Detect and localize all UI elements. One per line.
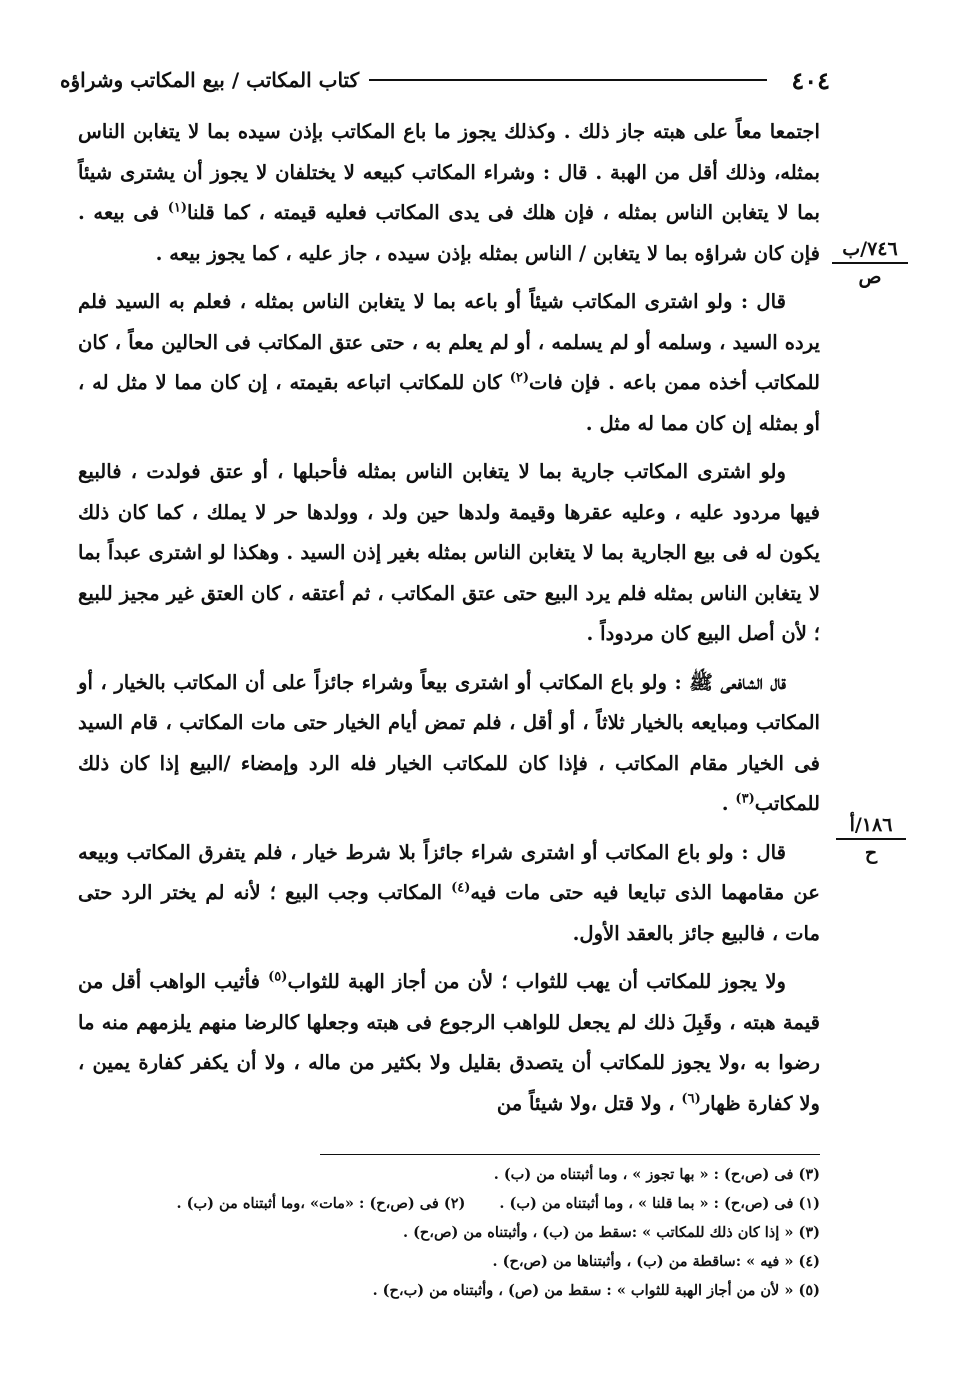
footnote-text: (٥) « لأن من أجاز الهبة للثواب » : سقط من (ص) ، وأثبتناه من (ب،ح) . (372, 1282, 820, 1299)
paragraph (78, 112, 820, 274)
footnote (78, 1160, 820, 1189)
footnote (78, 1276, 820, 1305)
text-run: ولو اشترى المكاتب جارية بما لا يتغابن الناس بمثله فأحبلها ، أو عتق فولدت ، فالبيع فيها مردود عليه ، وعليه عقرها وقيمة ولدها حين ولد ، وولدها حر لا يملك ، كما كان ذلك يكون له فى بيع الجارية بما لا يتغابن الناس بمثله بغير إذن السيد . وهكذا لو اشترى عبداً بما لا يتغابن الناس بمثله فلم يرد البيع حتى عتق المكاتب ، ثم أعتقه ، كان العتق غير مجيز للبيع ؛ لأن أصل البيع كان مردوداً . (78, 460, 820, 645)
text-run: ولا يجوز للمكاتب أن يهب للثواب ؛ لأن من أجاز الهبة للثواب (287, 970, 786, 993)
speaker-label: قال الشافعى ﷺ (689, 670, 786, 694)
speaker-label: قال (756, 840, 786, 864)
footnotes (78, 1160, 820, 1305)
footnote (78, 1189, 820, 1218)
text-run: كان للمكاتب اتباعه بقيمته ، إن كان مما لا مثل له ، أو بمثله إن كان مما له مثل . (78, 371, 820, 435)
footnote-marker[interactable]: (٣) (735, 791, 755, 807)
footnote-text: (٤) « فيه » :ساقطة من (ب) ، وأثبتناها من (ص،ح) . (492, 1253, 820, 1270)
paragraph (78, 663, 820, 825)
footnote-text: (٢) فى (ص،ح) : «مات» ،وما أثبتناه من (ب) . (176, 1195, 466, 1212)
manuscript-folio-ref (832, 238, 908, 288)
text-run: اجتمعا معاً على هبته جاز ذلك . وكذلك يجوز ما باع المكاتب بإذن سيده بما لا يتغابن الناس بمثله، وذلك أقل من الهبة . قال : وشراء المكاتب كبيعه لا يختلفان لا يجوز أن يشترى شيئاً بما لا يتغابن الناس بمثله ، فإن هلك فى يدى المكاتب فعليه قيمته ، كما قلنا (78, 120, 820, 224)
footnote-text: (١) فى (ص،ح) : « بما قلنا » ، وما أثبتناه من (ب) . (499, 1195, 820, 1212)
paragraph (78, 962, 820, 1124)
text-run: : ولو باع المكاتب أو اشترى شراء جائزاً بلا شرط خيار ، فلم يتفرق المكاتب وبيعه عن مقامهما الذى تبايعا فيه حتى مات فيه (78, 840, 820, 904)
footnote-marker[interactable]: (٦) (681, 1090, 701, 1106)
paragraph (78, 452, 820, 655)
footnote-separator (320, 1154, 820, 1155)
manuscript-siglum: ص (858, 266, 882, 288)
footnote-text: (٣) « إذا كان ذلك للمكاتب » :سقط من (ب) ، وأثبتناه من (ص،ح) . (402, 1224, 820, 1241)
header-rule (369, 79, 767, 81)
manuscript-folio-ref (836, 814, 906, 864)
footnote-marker[interactable]: (٢) (509, 370, 529, 386)
footnote-text: (٣) فى (ص،ح) : « بها تجوز » ، وما أثبتناه من (ب) . (493, 1166, 820, 1183)
footnote-marker[interactable]: (٤) (451, 880, 471, 896)
footnote (78, 1218, 820, 1247)
text-run: : ولو اشترى المكاتب شيئاً أو باعه بما لا يتغابن الناس بمثله ، فعلم به السيد فلم يرده السيد ، وسلمه أو لم يسلمه ، أو لم يعلم به ، حتى عتق المكاتب فى الحالين معاً ، كان للمكاتب أخذه ممن باعه . فإن فات (78, 290, 820, 394)
text-run: فأثيب الواهب أقل من قيمة هبته ، وقَبِلَ ذلك لم يجعل للواهب الرجوع فى هبته وجعلها كالرضا منهم يلزمهم منه ما رضوا به ،ولا يجوز للمكاتب أن يتصدق بقليل ولا بكثير من ماله ، ولا أن يكفر كفارة يمين ، ولا كفارة ظهار (78, 970, 820, 1115)
main-text (78, 112, 820, 1132)
text-run: ، ولا قتل ،ولا شيئاً من (496, 1091, 682, 1115)
running-title: كتاب المكاتب / بيع المكاتب وشراؤه (60, 68, 360, 92)
paragraph (78, 282, 820, 444)
manuscript-siglum: ح (864, 842, 878, 864)
footnote-marker[interactable]: (٥) (268, 969, 288, 985)
text-run: . (721, 792, 736, 815)
text-run: : ولو باع المكاتب أو اشترى بيعاً وشراء جائزاً على أن المكاتب بالخيار ، أو المكاتب ومبايعه بالخيار ثلاثاً ، أو أقل ، فلم تمض أيام الخيار حتى مات المكاتب ، قام السيد فى الخيار مقام المكاتب ، فإذا كان للمكاتب الخيار فله الرد وإمضاء /البيع إذا كان ذلك للمكاتب (78, 670, 820, 815)
page-number: ٤٠٤ (791, 65, 830, 95)
speaker-label: قال (756, 290, 786, 313)
footnote (78, 1247, 820, 1276)
text-run: المكاتب وجب البيع ؛ لأنه لم يختر الرد حتى مات ، فالبيع جائز بالعقد الأول. (78, 881, 820, 945)
page-header (60, 62, 830, 98)
folio-number: ١٨٦/أ (836, 814, 906, 840)
text-run: فى بيعه . فإن كان شراؤه بما لا يتغابن / الناس بمثله بإذن سيده ، جاز عليه ، كما يجوز بيعه . (78, 201, 820, 265)
footnote-marker[interactable]: (١) (167, 200, 187, 216)
folio-number: ٧٤٦/ب (832, 238, 908, 264)
paragraph (78, 833, 820, 955)
